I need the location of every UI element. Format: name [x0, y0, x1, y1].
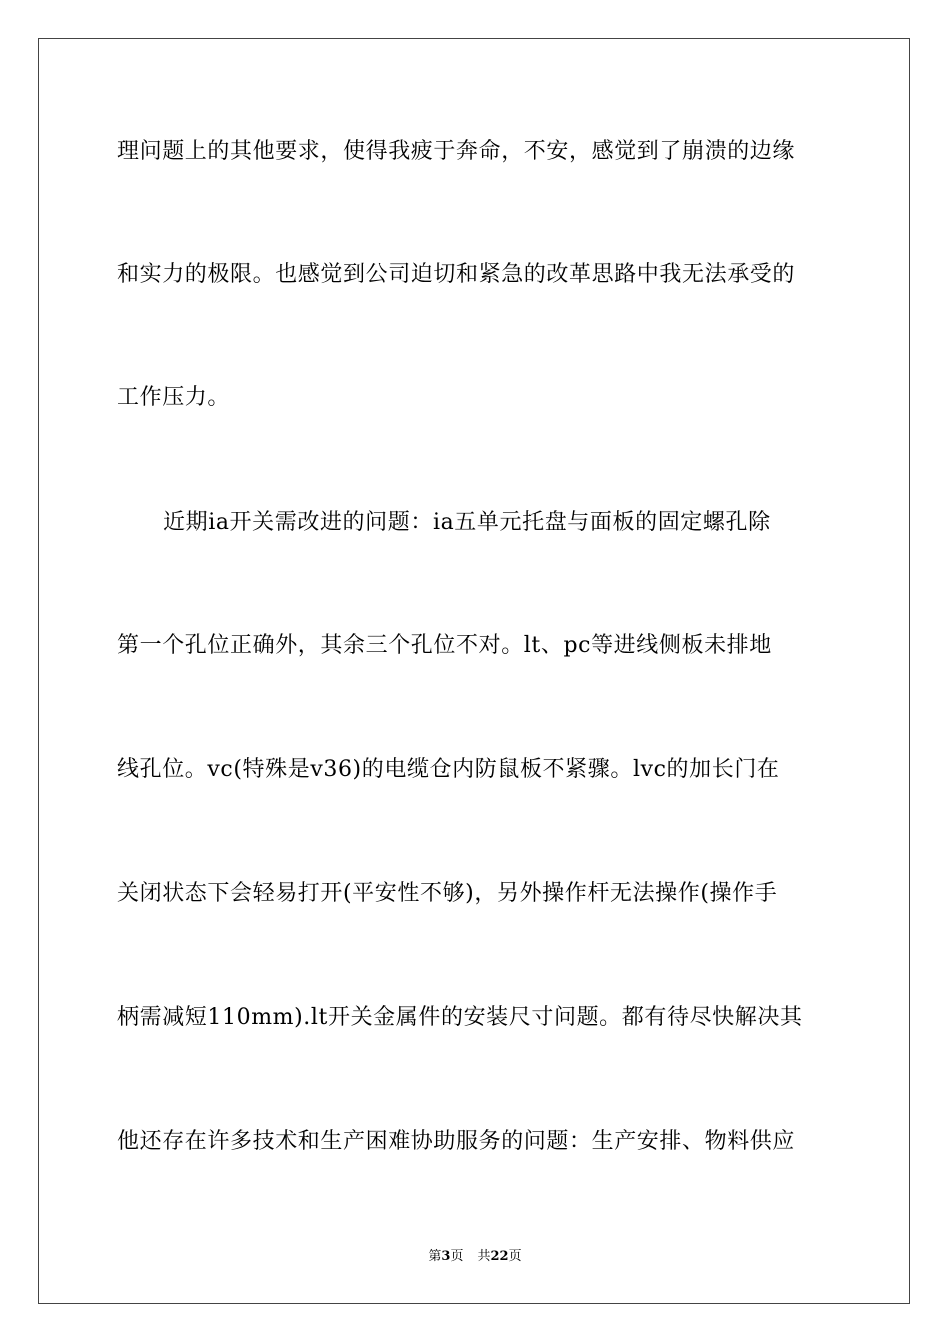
page-suffix: 页	[450, 1249, 464, 1264]
page-number: 3	[441, 1249, 451, 1264]
body-text-line-4: 近期ia开关需改进的问题：ia五单元托盘与面板的固定螺孔除	[163, 510, 771, 535]
total-suffix: 页	[508, 1249, 522, 1264]
body-text-line-1: 理问题上的其他要求，使得我疲于奔命，不安，感觉到了崩溃的边缘	[117, 139, 796, 164]
total-pages: 22	[490, 1249, 509, 1264]
body-text-line-3: 工作压力。	[117, 385, 231, 410]
body-text-line-8: 柄需减短110mm).lt开关金属件的安装尺寸问题。都有待尽快解决其	[117, 1005, 803, 1030]
body-text-line-7: 关闭状态下会轻易打开(平安性不够)，另外操作杆无法操作(操作手	[117, 881, 778, 906]
body-text-line-5: 第一个孔位正确外，其余三个孔位不对。lt、pc等进线侧板未排地	[117, 633, 772, 658]
body-text-line-6: 线孔位。vc(特殊是v36)的电缆仓内防鼠板不紧骤。lvc的加长门在	[117, 757, 780, 782]
page-footer	[0, 1248, 950, 1266]
page-border	[38, 38, 910, 1304]
page-prefix: 第	[428, 1249, 442, 1264]
total-prefix: 共	[477, 1249, 491, 1264]
body-text-line-9: 他还存在许多技术和生产困难协助服务的问题：生产安排、物料供应	[117, 1129, 796, 1154]
body-text-line-2: 和实力的极限。也感觉到公司迫切和紧急的改革思路中我无法承受的	[117, 262, 796, 287]
